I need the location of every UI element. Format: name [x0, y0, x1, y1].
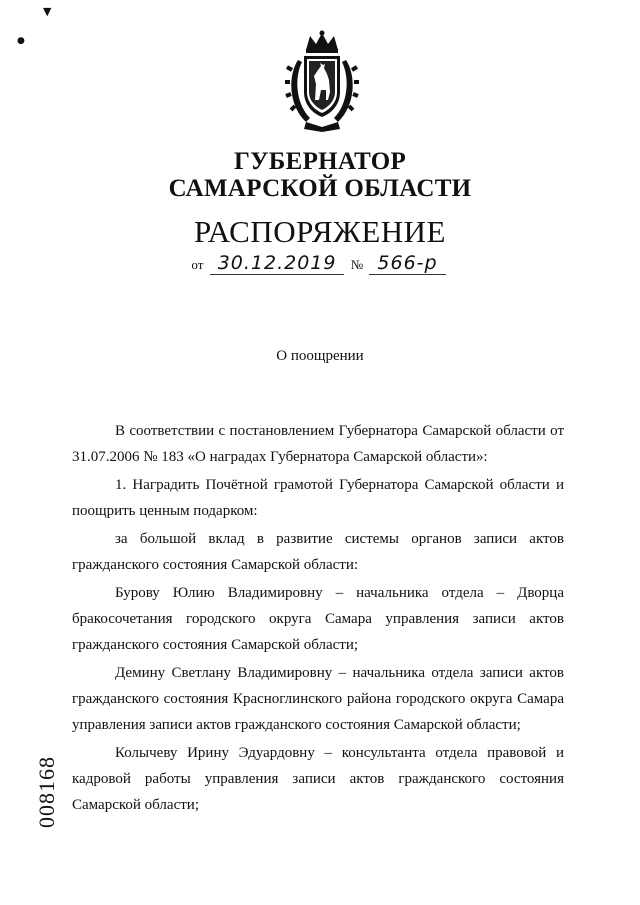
document-body	[72, 418, 564, 820]
body-paragraph: Демину Светлану Владимировну – начальника отдела записи актов гражданского состояния Красноглинского района городского округа Самара управления записи актов гражданского состояния Самарской области;	[72, 665, 564, 733]
issuer-region: САМАРСКОЙ ОБЛАСТИ	[168, 175, 472, 202]
scan-mark: ▼	[43, 5, 52, 18]
document-date: 30.12.2019	[210, 252, 345, 275]
coat-of-arms-icon	[284, 30, 360, 132]
document-subject: О поощрении	[276, 348, 364, 364]
document-number: 566-р	[369, 252, 445, 275]
scan-mark: ●	[17, 36, 25, 46]
document-type: РАСПОРЯЖЕНИЕ	[194, 214, 446, 249]
body-paragraph: за большой вклад в развитие системы органов записи актов гражданского состояния Самарской области:	[72, 531, 564, 573]
date-number-line	[0, 252, 640, 275]
body-paragraph: Колычеву Ирину Эдуардовну – консультанта отдела правовой и кадровой работы управления записи актов гражданского состояния Самарской области;	[72, 745, 564, 813]
body-paragraph: 1. Наградить Почётной грамотой Губернатора Самарской области и поощрить ценным подарком:	[72, 477, 564, 519]
number-label: №	[350, 257, 364, 272]
body-paragraph: Бурову Юлию Владимировну – начальника отдела – Дворца бракосочетания городского округа Самара управления записи актов гражданского состояния Самарской области;	[72, 585, 564, 653]
form-serial-number: 008168	[34, 756, 59, 828]
body-paragraph: В соответствии с постановлением Губернатора Самарской области от 31.07.2006 № 183 «О наградах Губернатора Самарской области»:	[72, 423, 564, 465]
date-label: от	[191, 257, 204, 272]
issuer-title: ГУБЕРНАТОР	[233, 148, 407, 175]
